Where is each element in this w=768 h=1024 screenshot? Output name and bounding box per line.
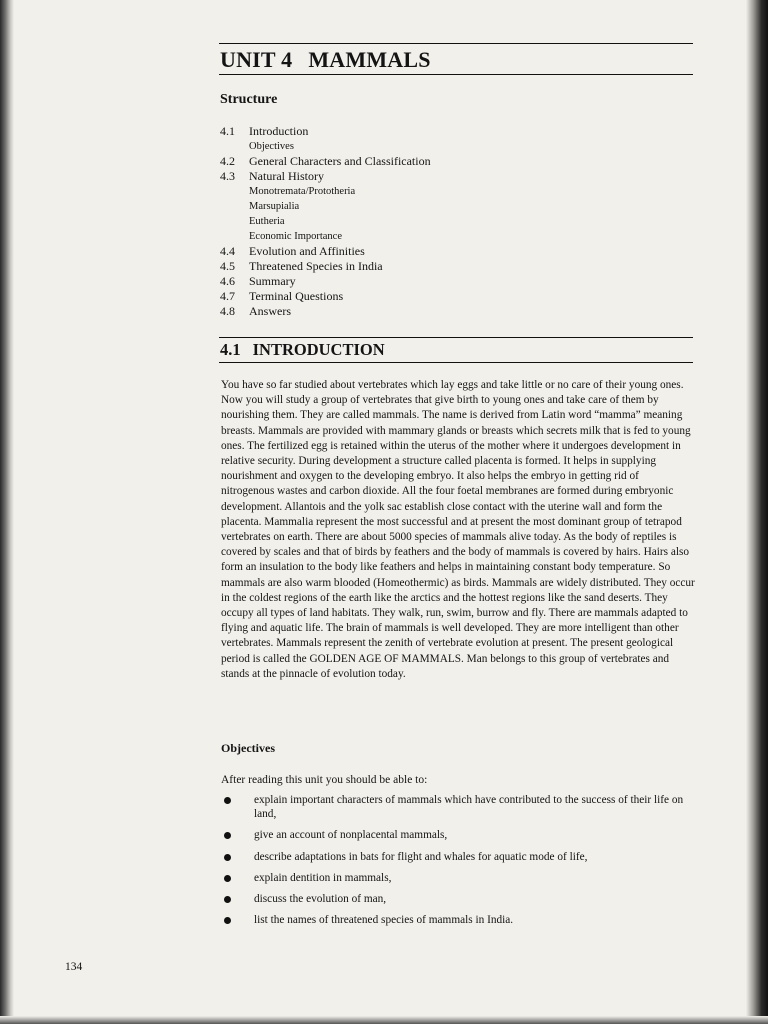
objective-text: explain important characters of mammals which have contributed to the success of their life on land, bbox=[254, 794, 684, 820]
toc-label: General Characters and Classification bbox=[249, 154, 431, 168]
title-rule-top bbox=[219, 43, 693, 44]
toc-number: 4.3 bbox=[220, 169, 235, 183]
toc-number: 4.2 bbox=[220, 154, 235, 168]
title-rule-bottom bbox=[219, 74, 693, 75]
toc-item bbox=[220, 274, 690, 289]
toc-label: Evolution and Affinities bbox=[249, 244, 365, 258]
toc-label: Introduction bbox=[249, 124, 309, 138]
toc-number: 4.7 bbox=[220, 289, 235, 303]
toc-number: 4.5 bbox=[220, 259, 235, 273]
toc-item bbox=[220, 289, 690, 304]
toc-label: Economic Importance bbox=[249, 231, 343, 242]
toc-number: 4.1 bbox=[220, 124, 235, 138]
toc-number: 4.4 bbox=[220, 244, 235, 258]
section-number: 4.1 bbox=[220, 340, 241, 359]
scan-edge-left bbox=[0, 0, 14, 1024]
toc-label: Terminal Questions bbox=[249, 289, 344, 303]
objective-text: explain dentition in mammals, bbox=[254, 872, 392, 884]
bullet-icon bbox=[224, 797, 231, 804]
toc-label: Objectives bbox=[249, 141, 294, 152]
bullet-icon bbox=[224, 896, 231, 903]
unit-title bbox=[220, 46, 431, 74]
bullet-icon bbox=[224, 854, 231, 861]
introduction-paragraph: You have so far studied about vertebrates which lay eggs and take little or no care of their young ones. Now you will study a group of vertebrates that give birth to young ones and take care of them by nourishing them. They are called mammals. The name is derived from Latin word “mamma” meaning breasts. Mammals are provided with mammary glands or breasts which secrets milk that is fed to young ones. The fertilized egg is retained within the uterus of the mother where it undergoes development in relative security. During development a structure called placenta is formed. It helps in supplying nourishment and oxygen to the developing embryo. It also helps the embryo in getting rid of nitrogenous wastes and carbon dioxide. All the four foetal membranes are formed during embryonic development. Allantois and the yolk sac establish close contact with the uterine wall and form the placenta. Mammalia represent the most successful and at present the most dominant group of tetrapod vertebrates on earth. There are about 5000 species of mammals alive today. As the body of reptiles is covered by scales and that of birds by feathers and the body of mammals is covered by hairs. Hairs also form an insulation to the body like feathers and helps in maintaining constant body temperature. So mammals are also warm blooded (Homeothermic) as birds. Mammals are widely distributed. They occur in the coldest regions of the earth like the arctics and the hottest regions like the sand deserts. They occupy all types of land habitats. They walk, run, swim, burrow and fly. There are mammals adapted to flying and aquatic life. The brain of mammals is well developed. They are more intelligent than other vertebrates. Mammals represent the zenith of vertebrate evolution at present. The present geological period is called the GOLDEN AGE OF MAMMALS. Man belongs to this group of vertebrates and stands at the pinnacle of evolution today. bbox=[221, 379, 695, 680]
toc-subitem bbox=[220, 229, 690, 244]
unit-name: MAMMALS bbox=[308, 47, 431, 72]
toc-label: Monotremata/Prototheria bbox=[249, 186, 356, 197]
objectives-heading: Objectives bbox=[221, 741, 275, 755]
toc-number: 4.8 bbox=[220, 304, 235, 318]
toc-item bbox=[220, 244, 690, 259]
toc-label: Marsupialia bbox=[249, 201, 300, 212]
scan-edge-bottom bbox=[0, 1016, 768, 1024]
toc-label: Eutheria bbox=[249, 216, 285, 227]
toc-item bbox=[220, 154, 690, 169]
objective-text: list the names of threatened species of mammals in India. bbox=[254, 914, 514, 926]
bullet-icon bbox=[224, 917, 231, 924]
toc-item bbox=[220, 304, 690, 319]
objective-text: describe adaptations in bats for flight and whales for aquatic mode of life, bbox=[254, 851, 588, 863]
toc-subitem bbox=[220, 199, 690, 214]
toc-item bbox=[220, 169, 690, 184]
bullet-icon bbox=[224, 832, 231, 839]
introduction-heading bbox=[220, 339, 385, 361]
toc-label: Natural History bbox=[249, 169, 324, 183]
toc-label: Threatened Species in India bbox=[249, 259, 383, 273]
objective-text: discuss the evolution of man, bbox=[254, 893, 387, 905]
toc-number: 4.6 bbox=[220, 274, 235, 288]
toc-subitem bbox=[220, 139, 690, 154]
structure-heading: Structure bbox=[220, 92, 278, 107]
structure-list bbox=[220, 124, 690, 319]
toc-item bbox=[220, 124, 690, 139]
section-rule-top bbox=[219, 337, 693, 338]
scan-edge-right bbox=[746, 0, 768, 1024]
section-rule-bottom bbox=[219, 362, 693, 363]
objective-text: give an account of nonplacental mammals, bbox=[254, 829, 448, 841]
toc-subitem bbox=[220, 214, 690, 229]
toc-label: Answers bbox=[249, 304, 291, 318]
bullet-icon bbox=[224, 875, 231, 882]
section-title: INTRODUCTION bbox=[252, 340, 385, 359]
page-number: 134 bbox=[65, 961, 83, 973]
toc-item bbox=[220, 259, 690, 274]
toc-label: Summary bbox=[249, 274, 296, 288]
unit-number: UNIT 4 bbox=[220, 47, 293, 72]
objectives-intro: After reading this unit you should be able to: bbox=[221, 774, 428, 786]
toc-subitem bbox=[220, 184, 690, 199]
